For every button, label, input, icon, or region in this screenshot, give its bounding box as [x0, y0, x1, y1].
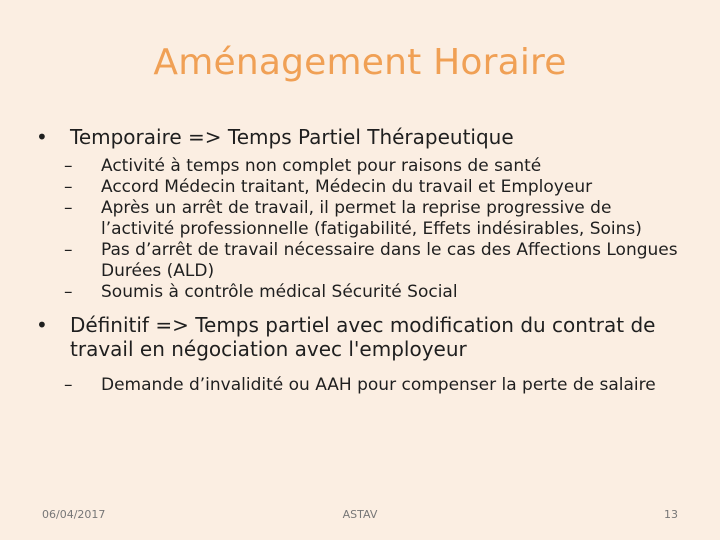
footer-organization: ASTAV: [342, 508, 378, 521]
sub-item: [36, 375, 686, 396]
bullet-text: Temporaire => Temps Partiel Thérapeutique: [70, 125, 514, 149]
sub-item-text: Accord Médecin traitant, Médecin du travail et Employeur: [101, 177, 593, 197]
sub-item-text: Pas d’arrêt de travail nécessaire dans le cas des Affections Longues Durées (ALD): [101, 240, 678, 281]
sub-list-definitif: [36, 375, 686, 396]
dash-icon: –: [64, 177, 73, 197]
slide-number: 13: [664, 508, 678, 521]
sub-item: [36, 198, 686, 240]
sub-item-text: Après un arrêt de travail, il permet la reprise progressive de l’activité professionnelle (fatigabilité, Effets indésirables, Soins): [101, 198, 642, 239]
dash-icon: –: [64, 156, 73, 176]
sub-item-text: Activité à temps non complet pour raisons de santé: [101, 156, 542, 176]
sub-item: [36, 240, 686, 282]
sub-item: [36, 156, 686, 177]
dash-icon: –: [64, 240, 73, 260]
footer-date: 06/04/2017: [42, 508, 106, 521]
sub-list-temporaire: [36, 156, 686, 303]
bullet-icon: •: [36, 313, 48, 337]
sub-item: [36, 282, 686, 303]
dash-icon: –: [64, 375, 73, 395]
bullet-definitif: [36, 313, 686, 361]
bullet-text: Définitif => Temps partiel avec modification du contrat de travail en négociation avec l'employeur: [70, 313, 656, 361]
slide-title: Aménagement Horaire: [153, 42, 567, 83]
dash-icon: –: [64, 282, 73, 302]
bullet-temporaire: [36, 125, 686, 149]
sub-item: [36, 177, 686, 198]
dash-icon: –: [64, 198, 73, 218]
bullet-icon: •: [36, 125, 48, 149]
sub-item-text: Demande d’invalidité ou AAH pour compenser la perte de salaire: [101, 375, 656, 395]
sub-item-text: Soumis à contrôle médical Sécurité Social: [101, 282, 458, 302]
slide-content: [36, 125, 686, 396]
